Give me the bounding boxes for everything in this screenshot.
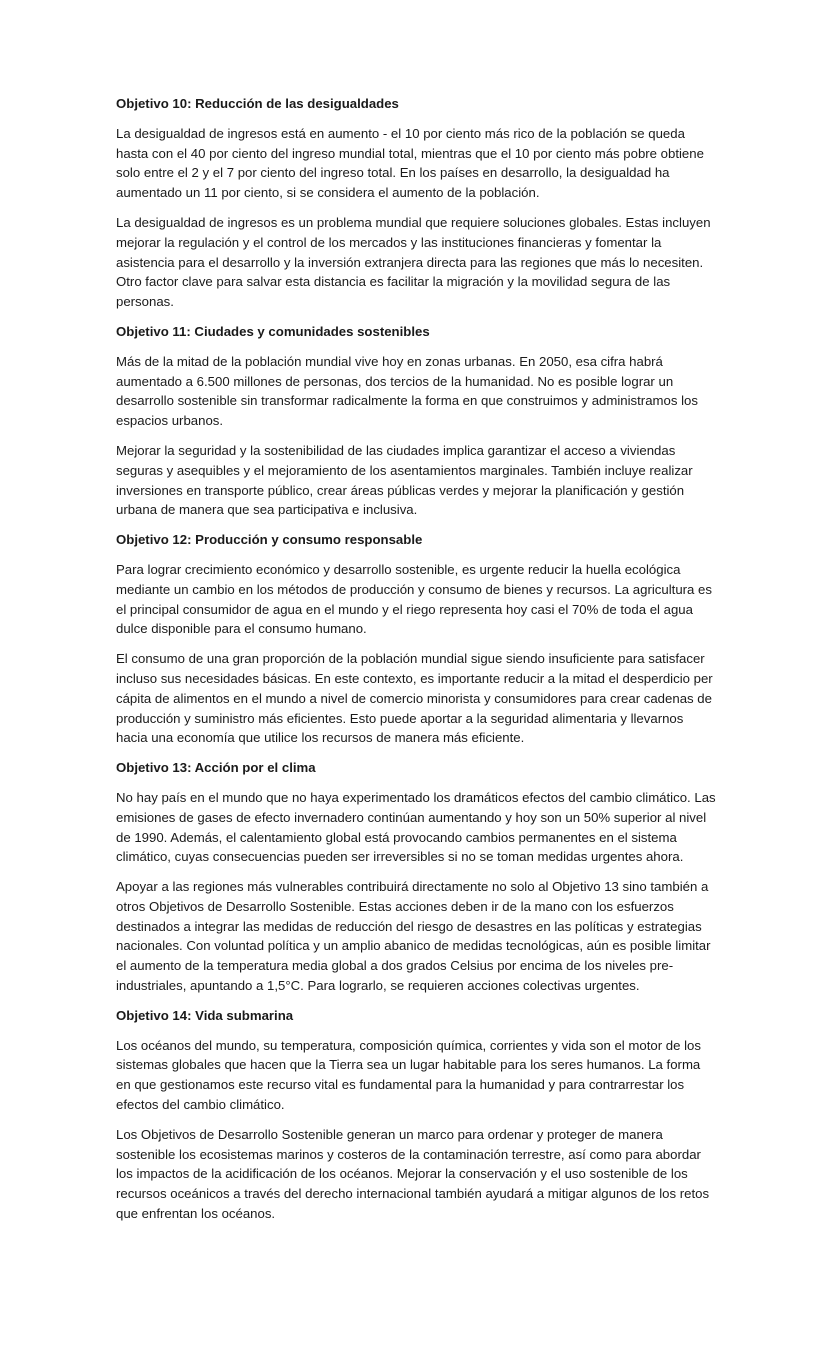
section-objetivo-14	[116, 1006, 716, 1224]
section-heading: Objetivo 13: Acción por el clima	[116, 760, 316, 776]
paragraph: La desigualdad de ingresos está en aumento - el 10 por ciento más rico de la población se queda hasta con el 40 por ciento del ingreso mundial total, mientras que el 10 por ciento más pobre obtiene solo entre el 2 y el 7 por ciento del ingreso total. En los países en desarrollo, la desigualdad ha aumentado un 11 por ciento, si se considera el aumento de la población.	[116, 125, 704, 201]
section-heading: Objetivo 11: Ciudades y comunidades sostenibles	[116, 323, 430, 339]
paragraph: Más de la mitad de la población mundial vive hoy en zonas urbanas. En 2050, esa cifra habrá aumentado a 6.500 millones de personas, dos tercios de la humanidad. No es posible lograr un desarrollo sostenible sin transformar radicalmente la forma en que construimos y administramos los espacios urbanos.	[116, 353, 698, 429]
section-objetivo-10	[116, 94, 716, 312]
paragraph: Los océanos del mundo, su temperatura, composición química, corrientes y vida son el motor de los sistemas globales que hacen que la Tierra sea un lugar habitable para los seres humanos. La forma en que gestionamos este recurso vital es fundamental para la humanidad y para contrarrestar los efectos del cambio climático.	[116, 1037, 701, 1113]
paragraph: Apoyar a las regiones más vulnerables contribuirá directamente no solo al Objetivo 13 sino también a otros Objetivos de Desarrollo Sostenible. Estas acciones deben ir de la mano con los esfuerzos destinados a integrar las medidas de reducción del riesgo de desastres en las políticas y estrategias nacionales. Con voluntad política y un amplio abanico de medidas tecnológicas, aún es posible limitar el aumento de la temperatura media global a dos grados Celsius por encima de los niveles pre-industriales, apuntando a 1,5°C. Para lograrlo, se requieren acciones colectivas urgentes.	[116, 879, 711, 994]
document-page	[116, 94, 716, 1234]
paragraph: Mejorar la seguridad y la sostenibilidad de las ciudades implica garantizar el acceso a viviendas seguras y asequibles y el mejoramiento de los asentamientos marginales. También incluye realizar inversiones en transporte público, crear áreas públicas verdes y mejorar la planificación y gestión urbana de manera que sea participativa e inclusiva.	[116, 442, 693, 518]
section-heading: Objetivo 14: Vida submarina	[116, 1007, 294, 1023]
paragraph: La desigualdad de ingresos es un problema mundial que requiere soluciones globales. Estas incluyen mejorar la regulación y el control de los mercados y las instituciones financieras y fomentar la asistencia para el desarrollo y la inversión extranjera directa para las regiones que más lo necesiten. Otro factor clave para salvar esta distancia es facilitar la migración y la movilidad segura de las personas.	[116, 214, 711, 310]
section-objetivo-13	[116, 758, 716, 996]
paragraph: Para lograr crecimiento económico y desarrollo sostenible, es urgente reducir la huella ecológica mediante un cambio en los métodos de producción y consumo de bienes y recursos. La agricultura es el principal consumidor de agua en el mundo y el riego representa hoy casi el 70% de toda el agua dulce disponible para el consumo humano.	[116, 561, 712, 637]
paragraph: El consumo de una gran proporción de la población mundial sigue siendo insuficiente para satisfacer incluso sus necesidades básicas. En este contexto, es importante reducir a la mitad el desperdicio per cápita de alimentos en el mundo a nivel de comercio minorista y consumidores para crear cadenas de producción y suministro más eficientes. Esto puede aportar a la seguridad alimentaria y llevarnos hacia una economía que utilice los recursos de manera más eficiente.	[116, 651, 713, 746]
section-heading: Objetivo 12: Producción y consumo responsable	[116, 532, 423, 548]
paragraph: No hay país en el mundo que no haya experimentado los dramáticos efectos del cambio climático. Las emisiones de gases de efecto invernadero continúan aumentando y hoy son un 50% superior al nivel de 1990. Además, el calentamiento global está provocando cambios permanentes en el sistema climático, cuyas consecuencias pueden ser irreversibles si no se toman medidas urgentes ahora.	[116, 789, 716, 865]
section-objetivo-11	[116, 322, 716, 520]
section-heading: Objetivo 10: Reducción de las desigualdades	[116, 96, 399, 111]
section-objetivo-12	[116, 530, 716, 748]
paragraph: Los Objetivos de Desarrollo Sostenible generan un marco para ordenar y proteger de manera sostenible los ecosistemas marinos y costeros de la contaminación terrestre, así como para abordar los impactos de la acidificación de los océanos. Mejorar la conservación y el uso sostenible de los recursos oceánicos a través del derecho internacional también ayudará a mitigar algunos de los retos que enfrentan los océanos.	[116, 1126, 710, 1222]
